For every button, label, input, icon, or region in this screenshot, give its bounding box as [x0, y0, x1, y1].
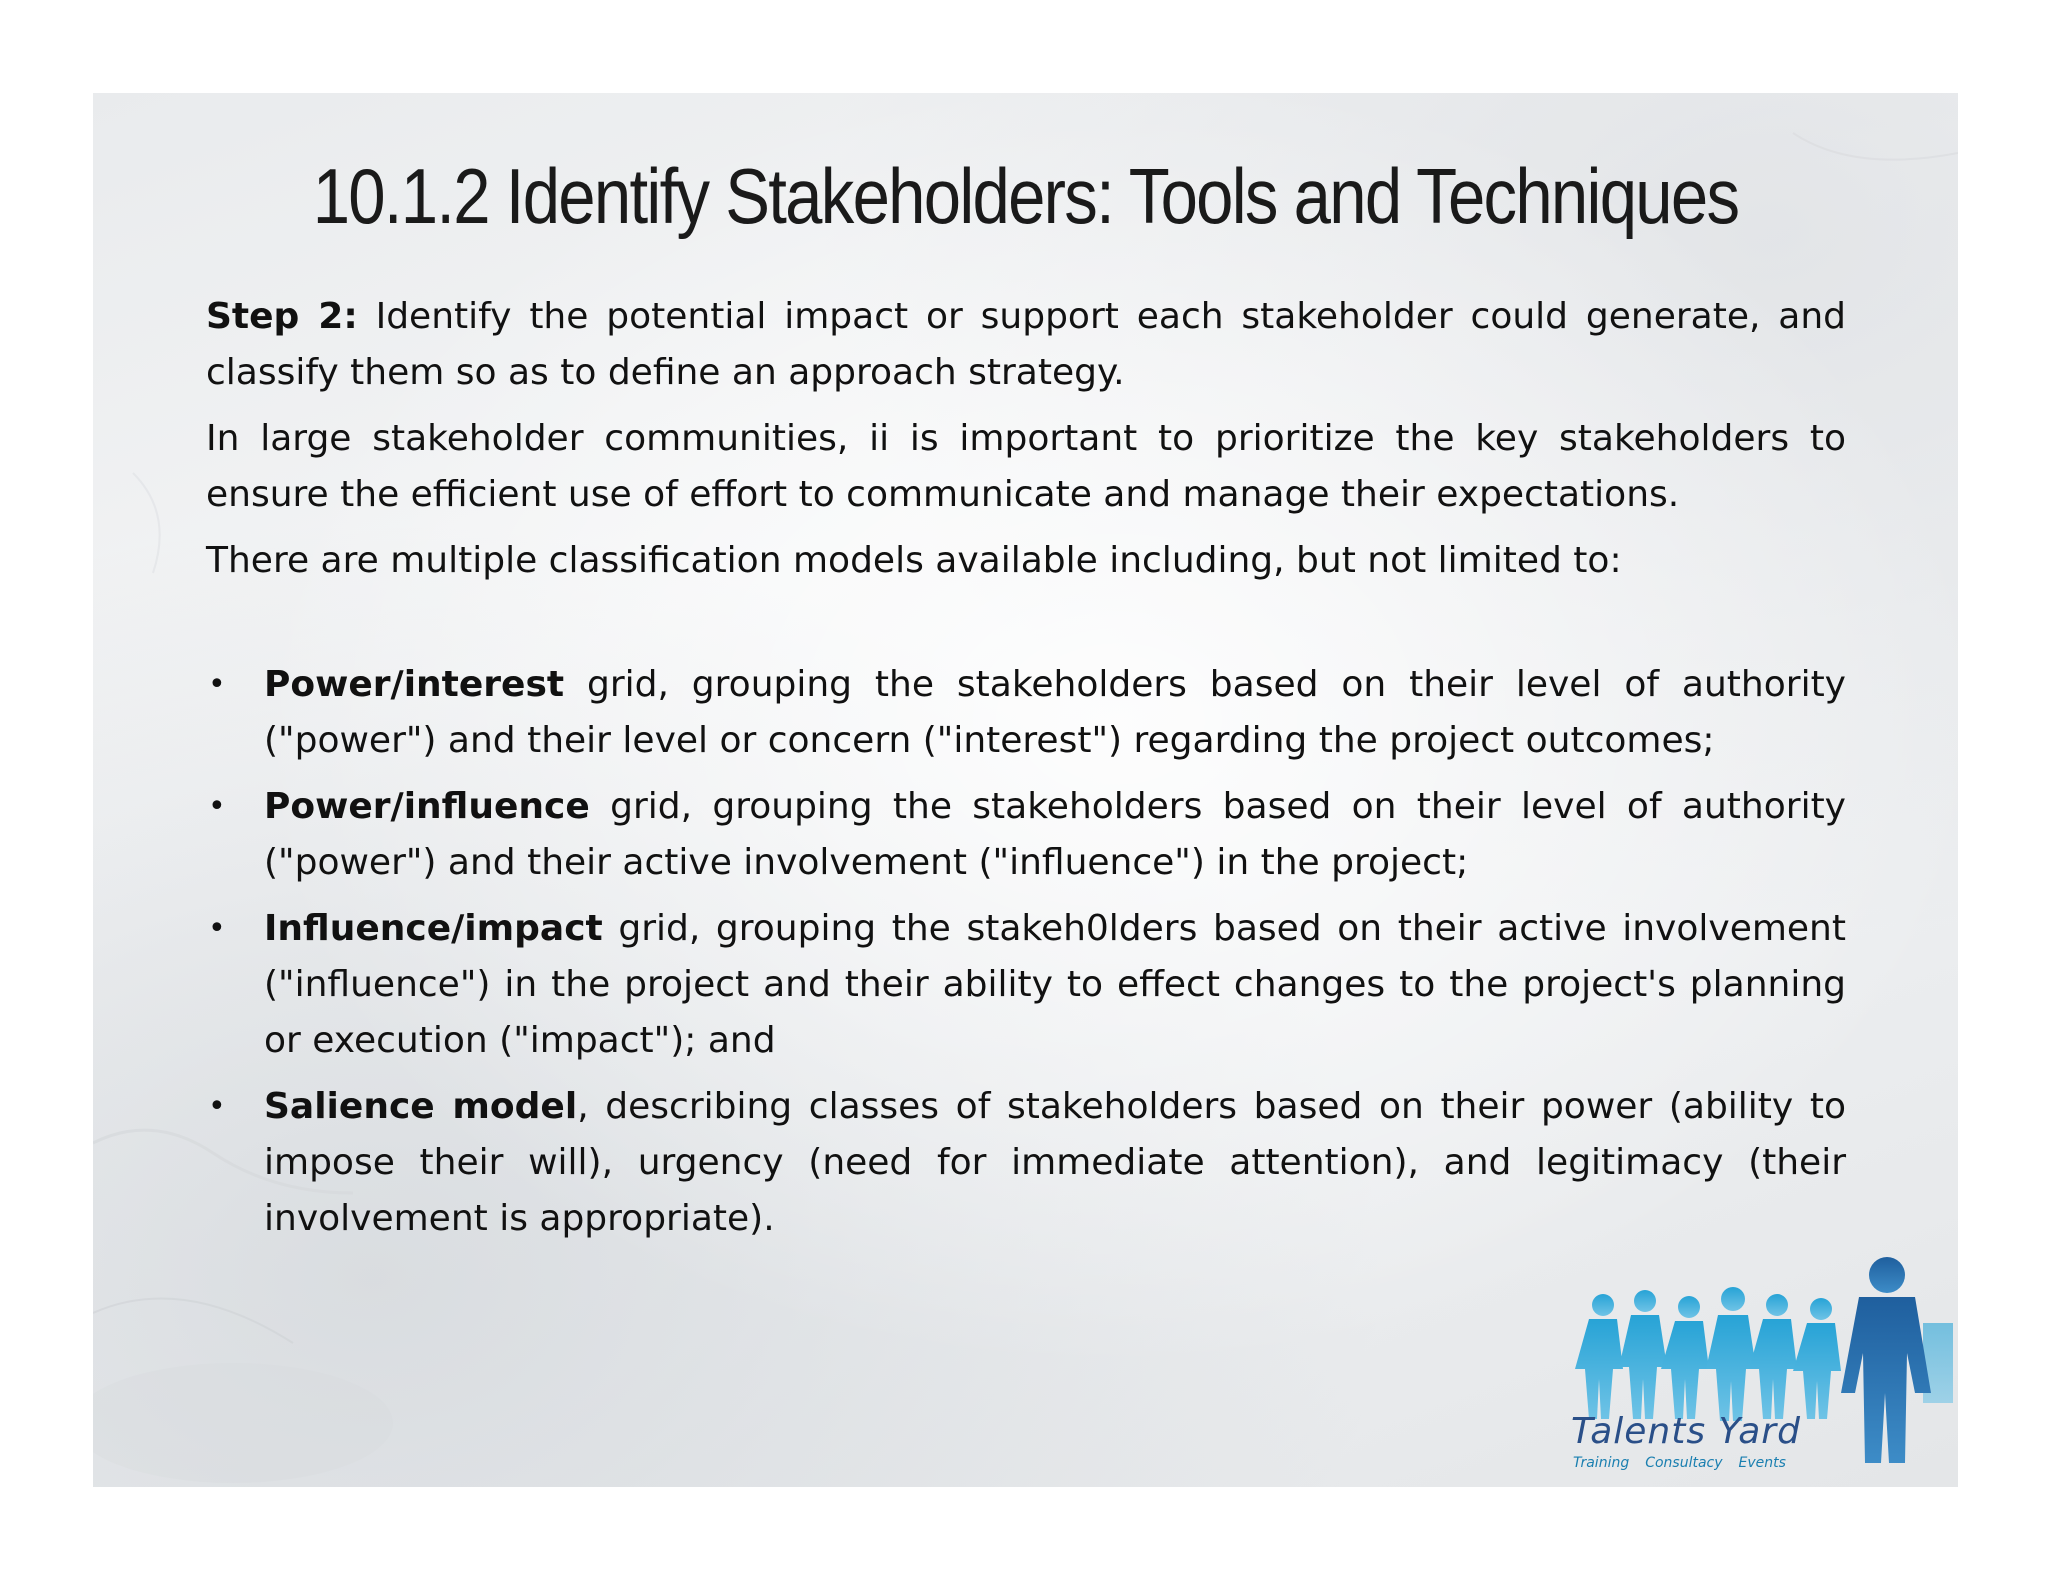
step-text: Identify the potential impact or support each stakeholder could generate, and classify them so as to define an approach strategy. — [206, 296, 1846, 393]
model-name: Salience model — [264, 1086, 578, 1127]
slide-title: 10.1.2 Identify Stakeholders: Tools and Techniques — [312, 152, 1739, 240]
list-item — [206, 1079, 1846, 1247]
model-description: grid, grouping the stakeholders based on their level of authority ("power") and their active involvement ("influence") in the project; — [264, 786, 1846, 883]
model-name: Influence/impact — [264, 908, 603, 949]
slide — [93, 93, 1958, 1487]
models-intro-paragraph: There are multiple classification models available including, but not limited to: — [206, 540, 1622, 581]
slide-body — [206, 289, 1846, 1257]
step-label: Step 2: — [206, 296, 358, 337]
model-description: grid, grouping the stakeholders based on their level of authority ("power") and their level or concern ("interest") regarding the project outcomes; — [264, 664, 1846, 761]
logo-tagline: Training Consultacy Events — [1573, 1455, 1786, 1471]
bullet-icon: • — [208, 667, 226, 702]
list-item — [206, 779, 1846, 891]
bullet-icon: • — [208, 789, 226, 824]
model-name: Power/interest — [264, 664, 565, 705]
step-2-paragraph — [206, 289, 1846, 401]
classification-models-list — [206, 657, 1846, 1247]
bullet-icon: • — [208, 911, 226, 946]
list-item — [206, 901, 1846, 1069]
model-name: Power/influence — [264, 786, 590, 827]
model-description: grid, grouping the stakeh0lders based on their active involvement ("influence") in the project and their ability to effect changes to the project's planning or execution ("impact"); and — [264, 908, 1846, 1061]
list-item — [206, 657, 1846, 769]
prioritize-paragraph: In large stakeholder communities, ii is important to prioritize the key stakeholders to ensure the efficient use of effort to communicate and manage their expectations. — [206, 418, 1846, 515]
logo-wordmark: Talents Yard — [1571, 1411, 1801, 1452]
spacer — [206, 599, 1846, 657]
model-description: , describing classes of stakeholders based on their power (ability to impose their will), urgency (need for immediate attention), and legitimacy (their involvement is appropriate). — [264, 1086, 1847, 1239]
bullet-icon: • — [208, 1089, 226, 1124]
